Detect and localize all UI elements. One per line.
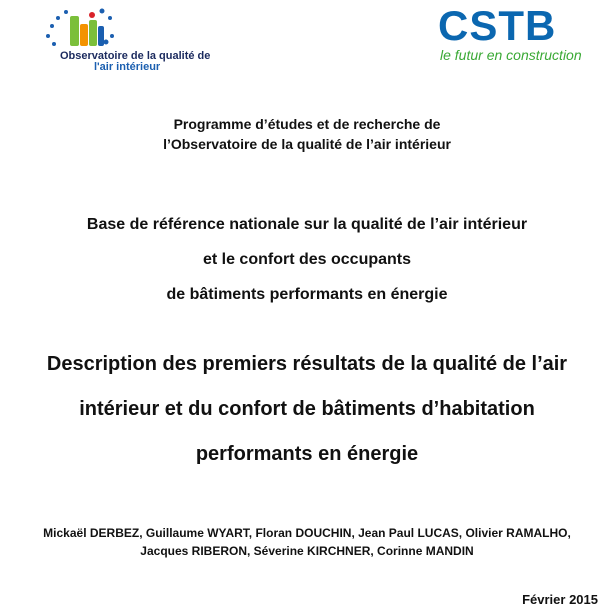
base-title-line-3: de bâtiments performants en énergie xyxy=(166,286,448,303)
program-heading xyxy=(0,114,614,154)
oqai-logo-subname: l'air intérieur xyxy=(94,61,161,73)
cstb-logo xyxy=(438,2,582,64)
base-title xyxy=(0,207,614,312)
program-line-2: l’Observatoire de la qualité de l’air intérieur xyxy=(163,136,451,152)
base-title-line-1: Base de référence nationale sur la qualité de l’air intérieur xyxy=(86,216,528,233)
base-title-line-2: et le confort des occupants xyxy=(202,251,412,268)
report-title-line-3: performants en énergie xyxy=(195,443,419,465)
report-title xyxy=(0,342,614,477)
report-title-line-2: intérieur et du confort de bâtiments d’habitation xyxy=(79,398,535,420)
oqai-logo-mark-icon xyxy=(42,6,122,54)
authors-line-2: Jacques RIBERON, Séverine KIRCHNER, Corinne MANDIN xyxy=(140,544,474,558)
program-line-1: Programme d’études et de recherche de xyxy=(173,116,441,132)
oqai-logo xyxy=(40,6,211,73)
authors xyxy=(0,524,614,560)
report-title-line-1: Description des premiers résultats de la qualité de l’air xyxy=(46,353,568,375)
cstb-logo-tagline: le futur en construction xyxy=(440,47,582,63)
cstb-logo-name: CSTB xyxy=(438,2,557,49)
authors-line-1: Mickaël DERBEZ, Guillaume WYART, Floran DOUCHIN, Jean Paul LUCAS, Olivier RAMALHO, xyxy=(43,526,571,540)
oqai-logo-name: Observatoire de la qualité de xyxy=(60,50,211,62)
publication-date: Février 2015 xyxy=(522,592,598,607)
